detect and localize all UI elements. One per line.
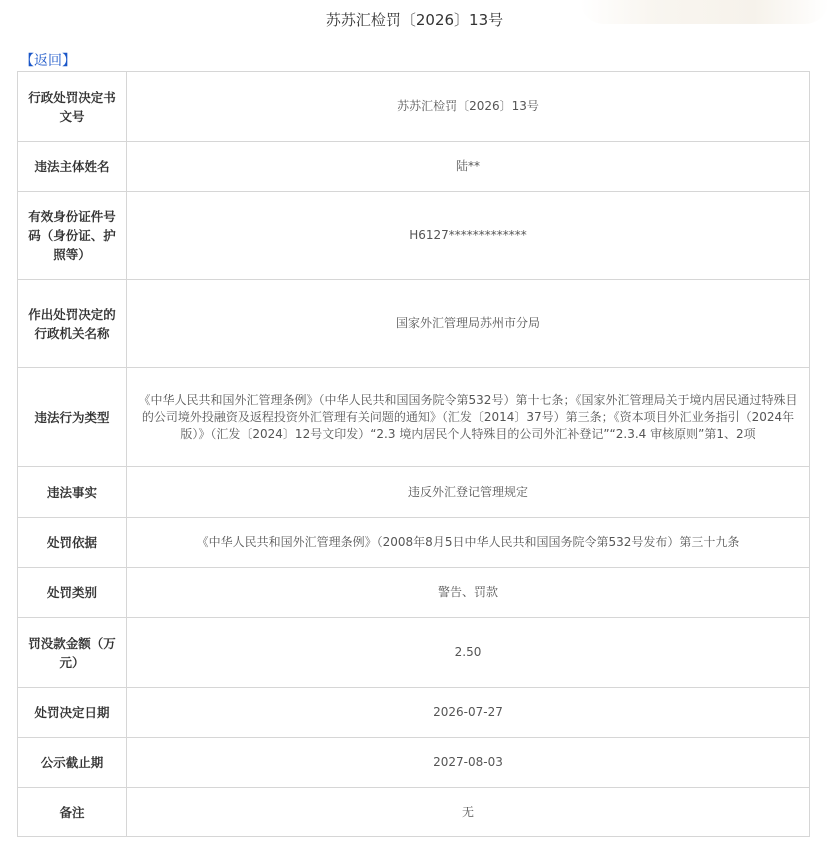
back-link[interactable]: 【返回】 [20,53,76,69]
table-row [18,192,810,280]
row-label [18,467,127,518]
row-label [18,142,127,192]
table-row [18,280,810,368]
row-label-text: 违法事实 [46,484,97,500]
row-label [18,192,127,280]
table-row [18,142,810,192]
row-value: 《中华人民共和国外汇管理条例》（中华人民共和国国务院令第532号）第十七条；《国家外汇管理局关于境内居民通过特殊目的公司境外投融资及返程投资外汇管理有关问题的通知》（汇发〔2014〕37号）第三条；《资本项目外汇业务指引（2024年版）》（汇发〔2024〕12号文印发）“2.3 境内居民个人特殊目的公司外汇补登记”“2.3.4 审核原则”第1、2项 [127,368,810,467]
penalty-info-table [17,71,810,837]
row-value: 苏苏汇检罚〔2026〕13号 [127,72,810,142]
row-value: 违反外汇登记管理规定 [127,467,810,518]
row-value: 国家外汇管理局苏州市分局 [127,280,810,368]
row-value: 《中华人民共和国外汇管理条例》（2008年8月5日中华人民共和国国务院令第532号发布）第三十九条 [127,518,810,568]
table-row [18,688,810,738]
row-label-text: 公示截止期 [40,755,104,770]
row-value: 2.50 [127,618,810,688]
table-row [18,568,810,618]
table-row [18,368,810,467]
row-label-text: 行政处罚决定书文号 [28,89,116,124]
row-value: 陆** [127,142,810,192]
row-label [18,280,127,368]
row-label-text: 罚没款金额（万元） [28,635,116,670]
row-label-text: 处罚决定日期 [34,705,110,720]
row-value: 2027-08-03 [127,738,810,788]
row-label-text: 有效身份证件号码（身份证、护照等） [28,209,116,262]
row-value: 2026-07-27 [127,688,810,738]
table-row [18,72,810,142]
table-row [18,618,810,688]
row-label [18,688,127,738]
table-row [18,467,810,518]
row-label [18,788,127,837]
row-label-text: 备注 [59,804,85,820]
row-label [18,738,127,788]
row-label [18,618,127,688]
table-row [18,788,810,837]
row-label-text: 违法主体姓名 [34,159,110,174]
table-row [18,738,810,788]
row-label [18,72,127,142]
row-value: 警告、罚款 [127,568,810,618]
row-label-text: 处罚类别 [46,585,97,600]
row-value: H6127************* [127,192,810,280]
row-label-text: 违法行为类型 [34,409,110,425]
table-row [18,518,810,568]
row-label-text: 作出处罚决定的行政机关名称 [28,306,116,341]
row-label [18,568,127,618]
row-label-text: 处罚依据 [46,535,97,550]
row-value: 无 [127,788,810,837]
row-label [18,518,127,568]
page-title: 苏苏汇检罚〔2026〕13号 [325,11,504,29]
row-label [18,368,127,467]
